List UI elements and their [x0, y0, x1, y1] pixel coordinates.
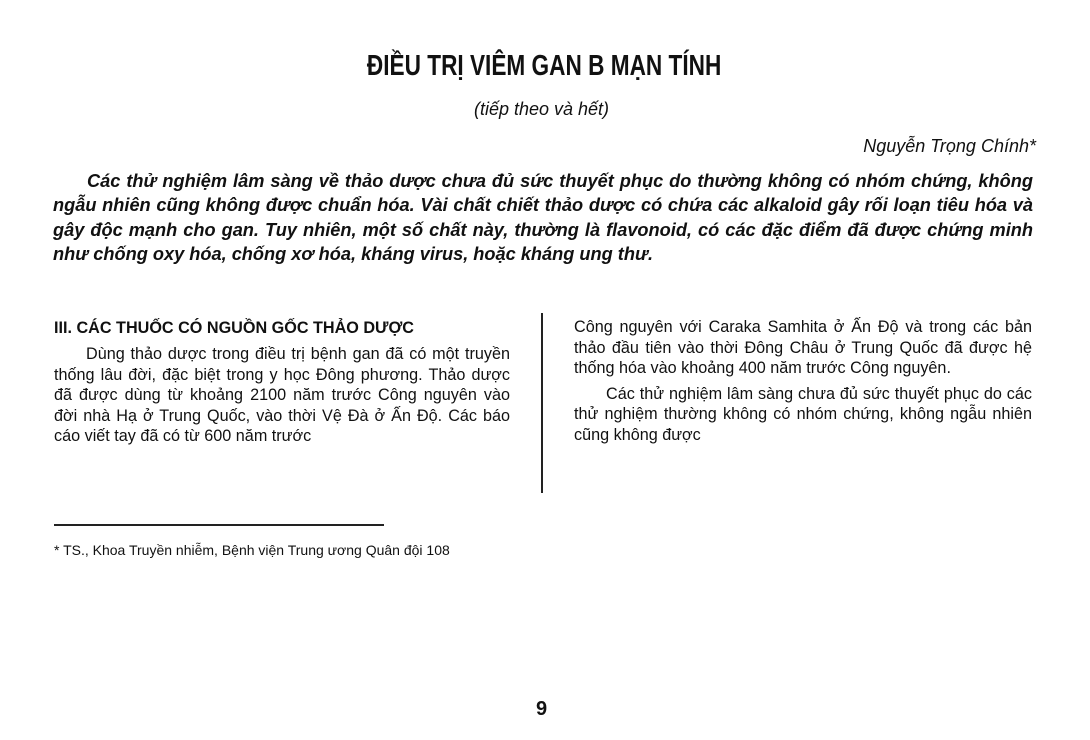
article-subtitle: (tiếp theo và hết): [473, 99, 610, 119]
article-author: Nguyễn Trọng Chính*: [863, 136, 1036, 156]
left-column: [54, 317, 510, 447]
article-abstract: Các thử nghiệm lâm sàng về thảo dược chưa đủ sức thuyết phục do thường không có nhóm chứng, không ngẫu nhiên cũng không được chuẩn hóa. Vài chất chiết thảo dược có chứa các alkaloid gây rối loạn tiêu hóa và gây độc mạnh cho gan. Tuy nhiên, một số chất này, thường là flavonoid, có các đặc điểm đã được chứng minh như chống oxy hóa, chống xơ hóa, kháng virus, hoặc kháng ung thư.: [53, 171, 1033, 265]
footnote-divider: [54, 524, 384, 526]
left-column-paragraph: Dùng thảo dược trong điều trị bệnh gan đã có một truyền thống lâu đời, đặc biệt trong y học Đông phương. Thảo dược đã được dùng từ khoảng 2100 năm trước Công nguyên vào đời nhà Hạ ở Trung Quốc, vào thời Vệ Đà ở Ấn Độ. Các báo cáo viết tay đã có từ 600 năm trước: [54, 345, 510, 446]
section-heading: III. CÁC THUỐC CÓ NGUỒN GỐC THẢO DƯỢC: [54, 319, 414, 337]
right-column-paragraph-continued: Công nguyên với Caraka Samhita ở Ấn Độ và trong các bản thảo đầu tiên vào thời Đông Châu ở Trung Quốc đã được hệ thống hóa vào khoảng 400 năm trước Công nguyên.: [574, 318, 1032, 378]
right-column: [574, 317, 1032, 446]
right-column-paragraph: Các thử nghiệm lâm sàng chưa đủ sức thuyết phục do các thử nghiệm thường không có nhóm chứng, không ngẫu nhiên cũng không được: [574, 384, 1032, 444]
article-title: ĐIỀU TRỊ VIÊM GAN B MẠN TÍNH: [366, 50, 722, 82]
footnote: * TS., Khoa Truyền nhiễm, Bệnh viện Trung ương Quân đội 108: [54, 542, 450, 558]
column-divider: [541, 313, 543, 493]
page-number: 9: [535, 698, 548, 720]
